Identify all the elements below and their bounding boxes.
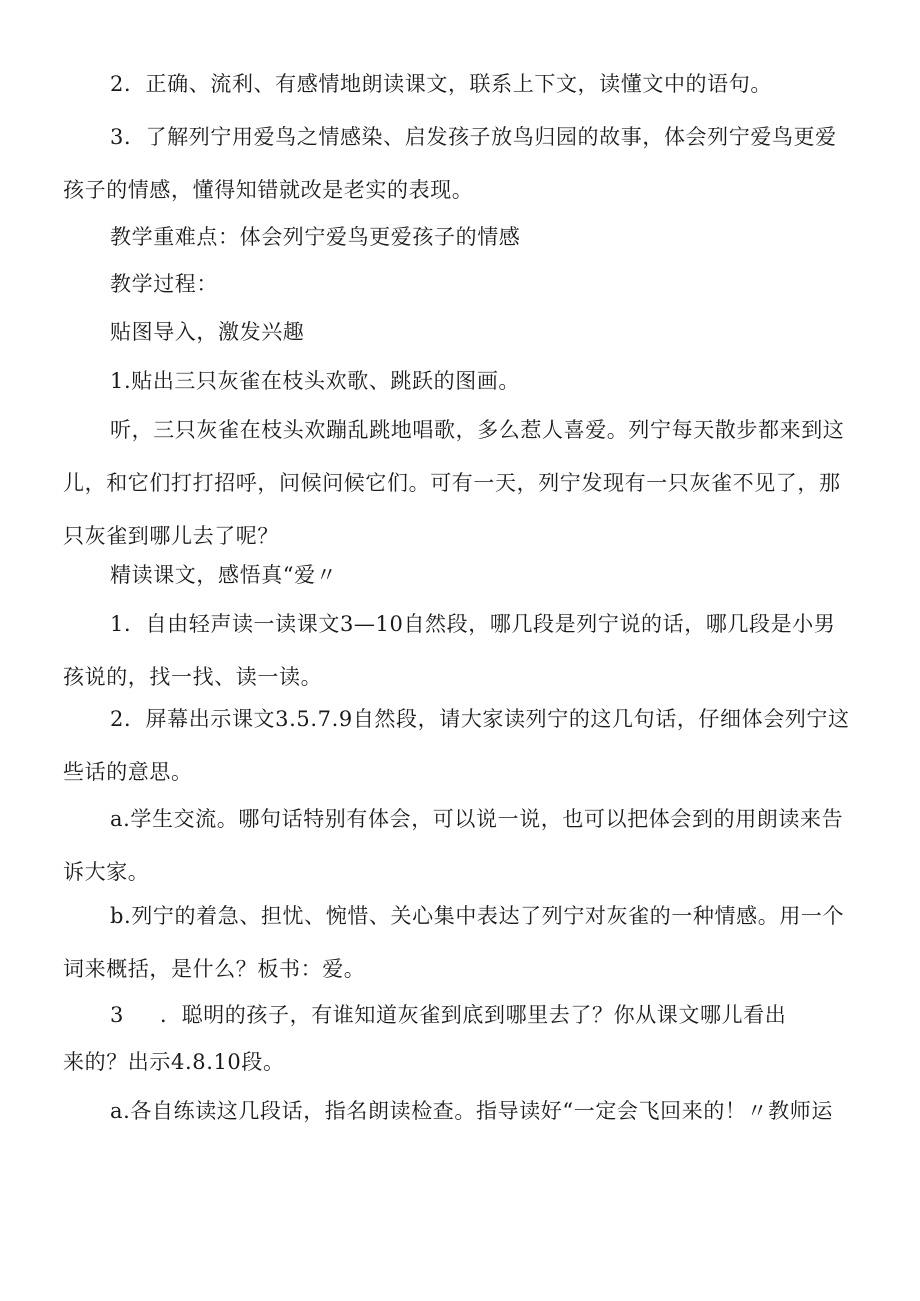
section-1-title: 贴图导入，激发兴趣: [110, 320, 305, 344]
step-2-2-b: b.列宁的着急、担忧、惋惜、关心集中表达了列宁对灰雀的一种情感。用一个词来概括，是什么？板书：爱。: [63, 904, 845, 981]
step-2-3-line2: 来的？出示4.8.10段。: [63, 1050, 285, 1074]
step-2-2-a: a.学生交流。哪句话特别有体会，可以说一说，也可以把体会到的用朗读来告诉大家。: [63, 807, 844, 884]
step-2-3-number: 3: [110, 1003, 124, 1027]
objective-2: 2．正确、流利、有感情地朗读课文，联系上下文，读懂文中的语句。: [110, 72, 772, 96]
process-heading: 教学过程：: [110, 272, 218, 296]
objective-3: 3．了解列宁用爱鸟之情感染、启发孩子放鸟归园的故事，体会列宁爱鸟更爱孩子的情感，懂得知错就改是老实的表现。: [63, 125, 837, 202]
step-2-3-a: a.各自练读这几段话，指名朗读检查。指导读好“一定会飞回来的！〃教师运: [110, 1099, 833, 1123]
step-2-1: 1．自由轻声读一读课文3—10自然段，哪几段是列宁说的话，哪几段是小男孩说的，找一找、读一读。: [63, 612, 836, 689]
section-2-title: 精读课文，感悟真“爱〃: [110, 563, 338, 587]
step-2-2: 2．屏幕出示课文3.5.7.9自然段，请大家读列宁的这几句话，仔细体会列宁这些话的意思。: [63, 707, 850, 784]
step-2-3-line1: ．聪明的孩子，有谁知道灰雀到底到哪里去了？你从课文哪儿看出: [160, 1003, 787, 1027]
step-1-1: 1.贴出三只灰雀在枝头欢歌、跳跃的图画。: [110, 369, 521, 393]
intro-text: 听，三只灰雀在枝头欢蹦乱跳地唱歌，多么惹人喜爱。列宁每天散步都来到这儿，和它们打打招呼，问候问候它们。可有一天，列宁发现有一只灰雀不见了，那只灰雀到哪儿去了呢？: [63, 418, 845, 548]
key-difficulty: 教学重难点：体会列宁爱鸟更爱孩子的情感: [110, 225, 521, 249]
